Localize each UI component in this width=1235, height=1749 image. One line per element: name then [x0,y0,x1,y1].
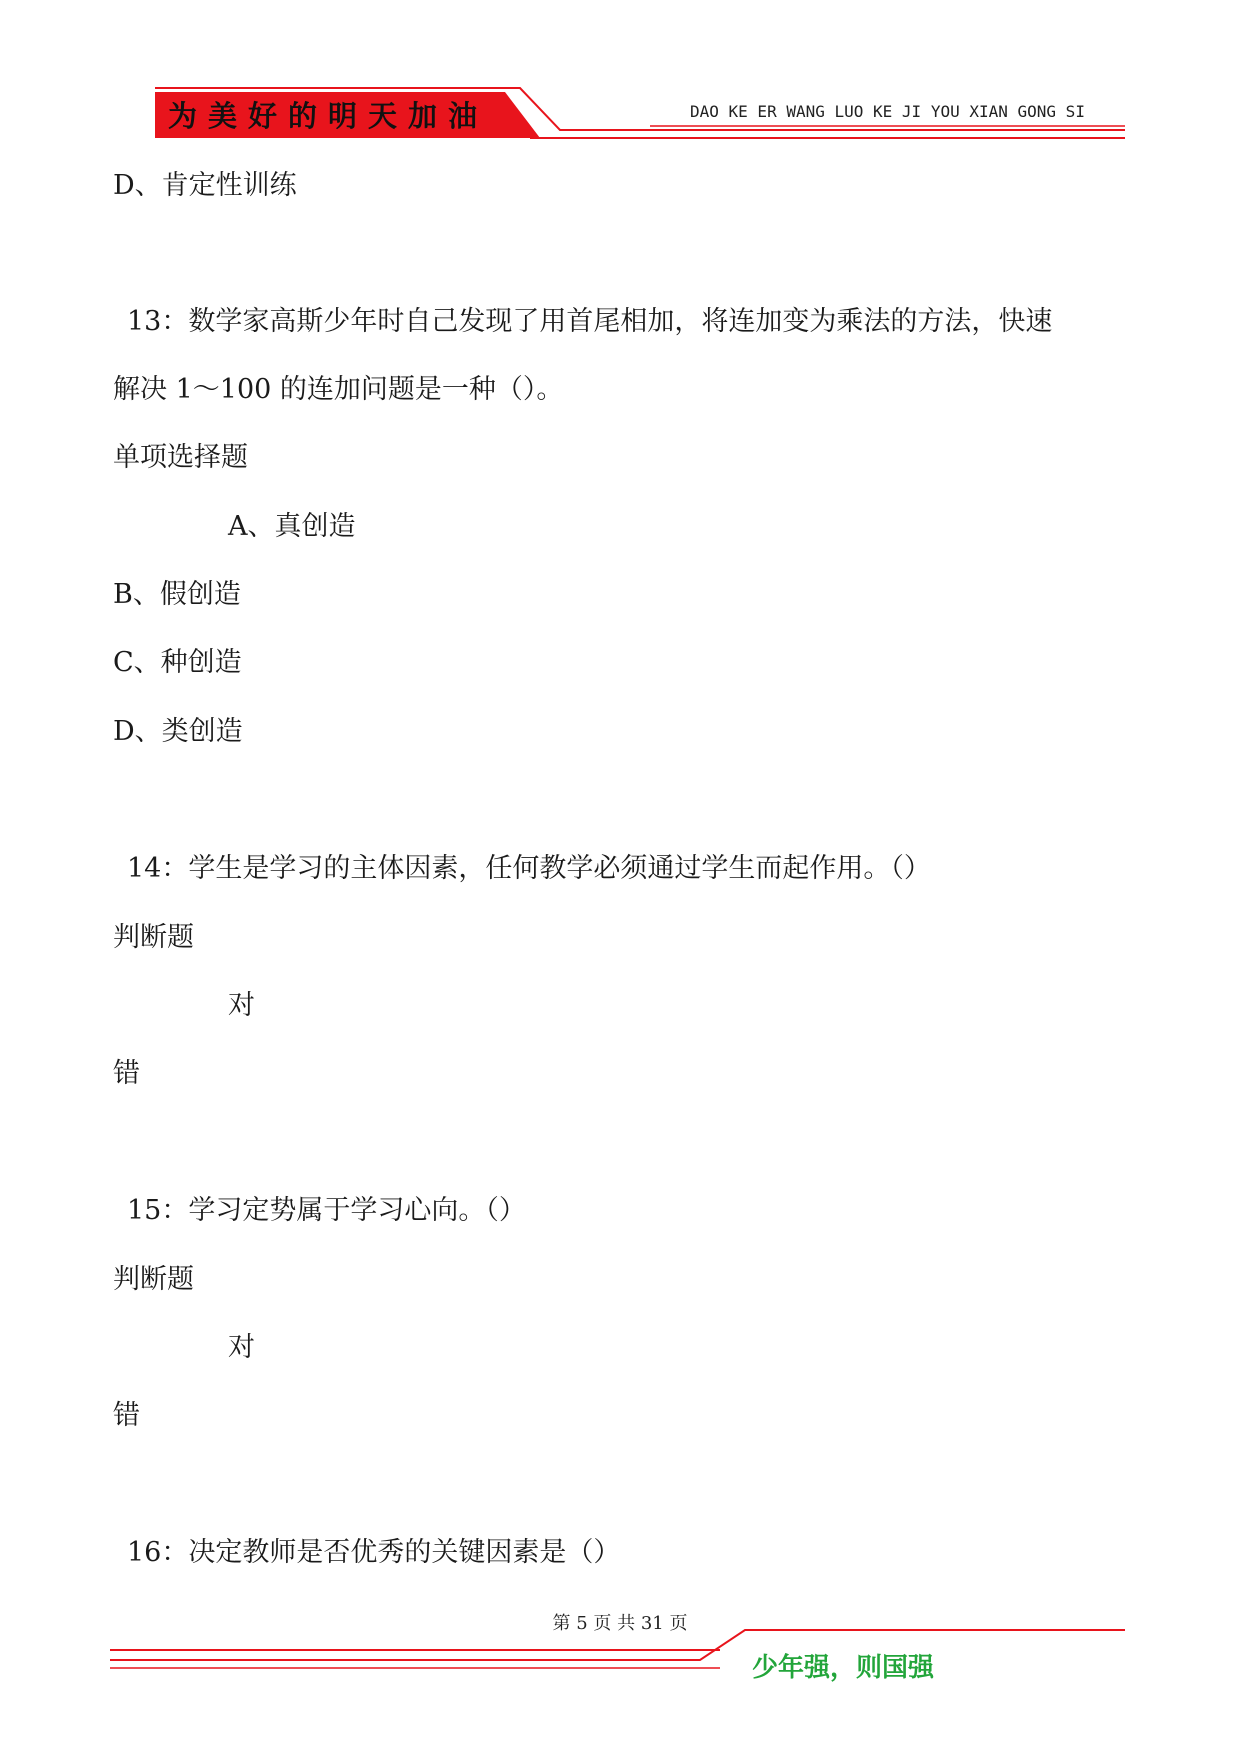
q12-option-d: D、肯定性训练 [113,170,297,201]
q14-question-type: 判断题 [113,922,194,953]
q14-question: 14：学生是学习的主体因素，任何教学必须通过学生而起作用。（） [127,853,931,884]
header-slogan: 为美好的明天加油 [168,99,489,133]
q15-option-false: 错 [113,1400,140,1431]
q13-question-line1: 13：数学家高斯少年时自己发现了用首尾相加，将连加变为乘法的方法，快速 [127,306,1053,337]
q13-option-c: C、种创造 [113,647,242,678]
q13-question-type: 单项选择题 [113,442,248,473]
page-number: 第 5 页 共 31 页 [552,1613,688,1634]
q13-option-b: B、假创造 [113,579,241,610]
q13-option-a: A、真创造 [228,511,356,542]
q15-question: 15：学习定势属于学习心向。（） [127,1195,526,1226]
q13-question-line2: 解决 1～100 的连加问题是一种（）。 [113,374,564,405]
q15-question-type: 判断题 [113,1264,194,1295]
q14-option-false: 错 [113,1058,140,1089]
footer-motto: 少年强，则国强 [752,1653,935,1683]
q15-option-true: 对 [228,1332,255,1363]
header-company-name: DAO KE ER WANG LUO KE JI YOU XIAN GONG SI [690,102,1085,121]
q16-question: 16：决定教师是否优秀的关键因素是（） [127,1537,621,1568]
q14-option-true: 对 [228,990,255,1021]
q13-option-d: D、类创造 [113,716,243,747]
